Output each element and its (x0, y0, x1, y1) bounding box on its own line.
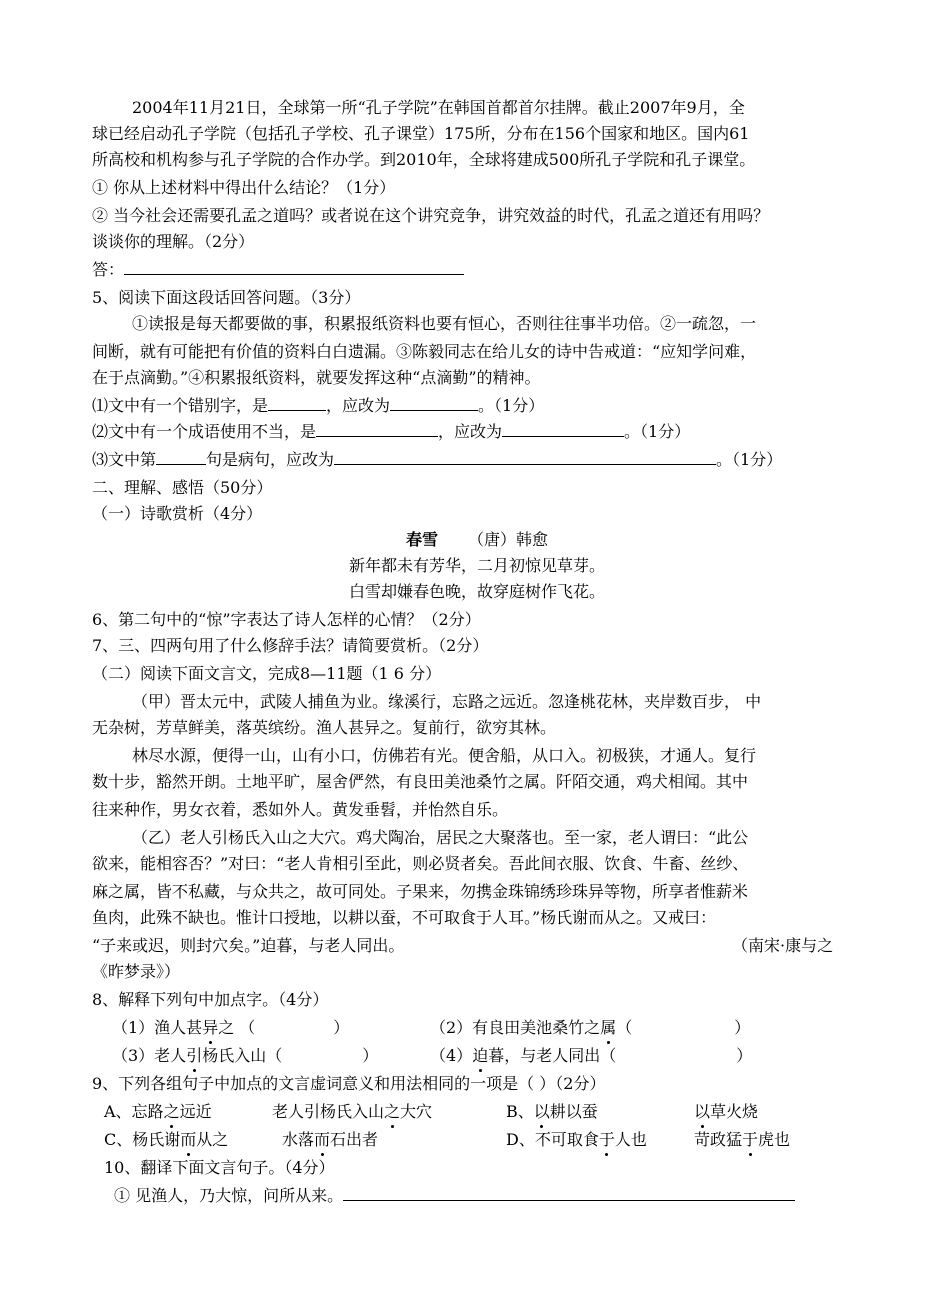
paragraph-line: 间断，就有可能把有价值的资料白白遗漏。③陈毅同志在给儿女的诗中告戒道：“应知学问难， (92, 342, 757, 361)
passage-text: “子来或迟，则封穴矣。”迫暮，与老人同出。 (92, 936, 405, 955)
question-text: 。（1分） (716, 450, 783, 469)
subsection-heading: （一）诗歌赏析（4分） (92, 504, 263, 523)
question-text: 之 （ (218, 1018, 256, 1037)
dotted-char: 而 (180, 1128, 196, 1152)
dotted-char: 而 (314, 1128, 330, 1152)
option-text: A、忘路 (104, 1102, 164, 1121)
answer-line (92, 258, 862, 282)
answer-blank[interactable] (124, 258, 464, 275)
dotted-char: 属 (600, 1016, 616, 1040)
option-a-pair (272, 1100, 432, 1124)
question-5-title: 5、阅读下面这段话回答问题。（3分） (92, 288, 361, 307)
question-text: ⑵文中有一个成语使用不当，是 (92, 422, 317, 441)
option-c-pair (282, 1128, 378, 1152)
dotted-char: 迫 (472, 1044, 488, 1068)
question-text: ，应改为 (326, 396, 391, 415)
option-b-pair (694, 1100, 758, 1124)
passage-yi: 麻之属，皆不私藏，与众共之，故可同处。子果来，勿携金珠锦绣珍珠异等物，所享者惟薪米 (92, 882, 749, 901)
paragraph-line: 在于点滴勤。”④积累报纸资料，就要发挥这种“点滴勤”的精神。 (92, 368, 541, 387)
question-text: ） (734, 1018, 751, 1037)
question-4-2: ② 当今社会还需要孔孟之道吗？或者说在这个讲究竞争，讲究效益的时代，孔孟之道还有用吗？ (92, 206, 770, 225)
answer-blank[interactable] (268, 394, 326, 411)
source-citation: （南宋·康与之 (732, 936, 834, 955)
option-text: 从之 (196, 1130, 229, 1149)
question-8-item (430, 1044, 752, 1068)
answer-blank[interactable] (156, 448, 206, 465)
passage-jia: 无杂树，芳草鲜美，落英缤纷。渔人甚异之。复前行，欲穷其林。 (92, 718, 557, 737)
question-8-row (92, 1044, 882, 1068)
question-text: ，应改为 (438, 422, 503, 441)
option-row (92, 1100, 874, 1124)
poem-title: 春雪 (405, 530, 438, 549)
question-text: （4） (430, 1046, 473, 1065)
option-text: 苛政猛 (694, 1130, 743, 1149)
poem-line: 白雪却嫌春色晚，故穿庭树作飞花。 (348, 582, 605, 601)
option-text: 远近 (179, 1102, 212, 1121)
answer-label: 答： (92, 260, 125, 279)
question-8-item (430, 1016, 750, 1040)
source-citation: 《昨梦录》） (92, 962, 181, 981)
option-text: 石出者 (330, 1130, 379, 1149)
option-text: 虎也 (758, 1130, 791, 1149)
answer-blank[interactable] (343, 1184, 795, 1201)
option-text: 耕以蚕 (549, 1102, 598, 1121)
dotted-char: 于 (742, 1128, 758, 1152)
question-text: 。（1分） (624, 422, 691, 441)
question-5-1 (92, 394, 862, 418)
option-c[interactable] (104, 1130, 228, 1149)
question-text: ⑴文中有一个错别字，是 (92, 396, 269, 415)
answer-blank[interactable] (316, 420, 438, 437)
option-text: B、 (506, 1102, 534, 1121)
option-text: D、不可取食 (506, 1130, 599, 1149)
option-text: C、杨氏谢 (104, 1130, 181, 1149)
question-8-row (92, 1016, 882, 1040)
question-text: （2）有良田美池桑竹之 (430, 1018, 601, 1037)
question-text: （ (616, 1018, 633, 1037)
question-text: （1）渔人甚 (112, 1018, 203, 1037)
dotted-char: 引 (186, 1044, 202, 1068)
poem-header (92, 528, 862, 552)
question-text: 。（1分） (478, 396, 545, 415)
question-4-1: ① 你从上述材料中得出什么结论？（1分） (92, 178, 396, 197)
paragraph-line: 球已经启动孔子学院（包括孔子学校、孔子课堂）175所，分布在156个国家和地区。国内61 (92, 124, 750, 143)
passage-yi: 鱼肉，此殊不缺也。惟计口授地，以耕以蚕，不可取食于人耳。”杨氏谢而从之。又戒曰： (92, 908, 717, 927)
passage-jia: 林尽水源，便得一山，山有小口，仿佛若有光。便舍船，从口入。初极狭，才通人。复行 (132, 746, 757, 765)
question-text: 句是病句，应改为 (206, 450, 335, 469)
question-text: ） (362, 1046, 379, 1065)
dotted-char: 之 (384, 1100, 400, 1124)
passage-jia: 数十步，豁然开朗。土地平旷，屋舍俨然，有良田美池桑竹之属。阡陌交通，鸡犬相闻。其中 (92, 772, 749, 791)
answer-blank[interactable] (334, 448, 716, 465)
answer-blank[interactable] (390, 394, 478, 411)
question-9: 9、下列各组句子中加点的文言虚词意义和用法相同的一项是（ ）（2分） (92, 1074, 606, 1093)
option-d-pair (694, 1128, 790, 1152)
dotted-char: 异 (202, 1016, 218, 1040)
option-a[interactable] (104, 1102, 212, 1121)
question-7: 7、三、四两句用了什么修辞手法？请简要赏析。（2分） (92, 636, 489, 655)
question-6: 6、第二句中的“惊”字表达了诗人怎样的心情？（2分） (92, 610, 481, 629)
question-text: ⑶文中第 (92, 450, 157, 469)
question-text: ） (333, 1018, 350, 1037)
question-text: 暮，与老人同出（ (488, 1046, 617, 1065)
dotted-char: 之 (164, 1100, 180, 1124)
paragraph-line: 2004年11月21日，全球第一所“孔子学院”在韩国首都首尔挂牌。截止2007年9月，全 (132, 98, 745, 117)
paragraph-line: 所高校和机构参与孔子学院的合作办学。到2010年，全球将建成500所孔子学院和孔子课堂。 (92, 150, 756, 169)
dotted-char: 以 (694, 1100, 710, 1124)
question-10: 10、翻译下面文言句子。（4分） (104, 1158, 335, 1177)
option-text: 老人引杨氏入山 (272, 1102, 385, 1121)
section-heading: 二、理解、感悟（50分） (92, 478, 273, 497)
poem-line: 新年都未有芳华，二月初惊见草芽。 (348, 556, 605, 575)
option-text: 草火烧 (710, 1102, 759, 1121)
question-5-3 (92, 448, 862, 472)
passage-yi: （乙）老人引杨氏入山之大穴。鸡犬陶冶，居民之大聚落也。至一家，老人谓曰：“此公 (132, 828, 749, 847)
option-row (92, 1128, 874, 1152)
question-text: （3）老人 (112, 1046, 187, 1065)
question-4-2-cont: 谈谈你的理解。（2分） (92, 232, 255, 251)
option-text: 人也 (614, 1130, 647, 1149)
question-5-2 (92, 420, 862, 444)
passage-jia: （甲）晋太元中，武陵人捕鱼为业。缘溪行，忘路之远近。忽逢桃花林，夹岸数百步， 中 (132, 692, 762, 711)
question-text: ① 见渔人，乃大惊，问所从来。 (114, 1186, 344, 1205)
option-text: 水落 (282, 1130, 315, 1149)
dotted-char: 于 (599, 1128, 615, 1152)
poem-author: （唐）韩愈 (468, 530, 549, 549)
option-text: 大穴 (400, 1102, 433, 1121)
passage-yi (92, 934, 862, 958)
question-text: ） (736, 1046, 753, 1065)
option-b[interactable] (506, 1100, 598, 1124)
question-10-1 (92, 1184, 884, 1208)
question-8: 8、解释下列句中加点字。（4分） (92, 990, 329, 1009)
answer-blank[interactable] (502, 420, 624, 437)
passage-jia: 往来种作，男女衣着，悉如外人。黄发垂髫，并怡然自乐。 (92, 800, 509, 819)
dotted-char: 以 (534, 1100, 550, 1124)
option-d[interactable] (506, 1128, 647, 1152)
subsection-heading: （二）阅读下面文言文，完成8—11题（1 6 分） (92, 664, 442, 683)
passage-yi: 欲来，能相容否？”对曰：“老人肯相引至此，则必贤者矣。吾此间衣服、饮食、牛畜、丝纱、 (92, 854, 749, 873)
question-text: 杨氏入山（ (202, 1046, 283, 1065)
paragraph-line: ①读报是每天都要做的事，积累报纸资料也要有恒心，否则往往事半功倍。②一疏忽，一 (132, 314, 757, 333)
